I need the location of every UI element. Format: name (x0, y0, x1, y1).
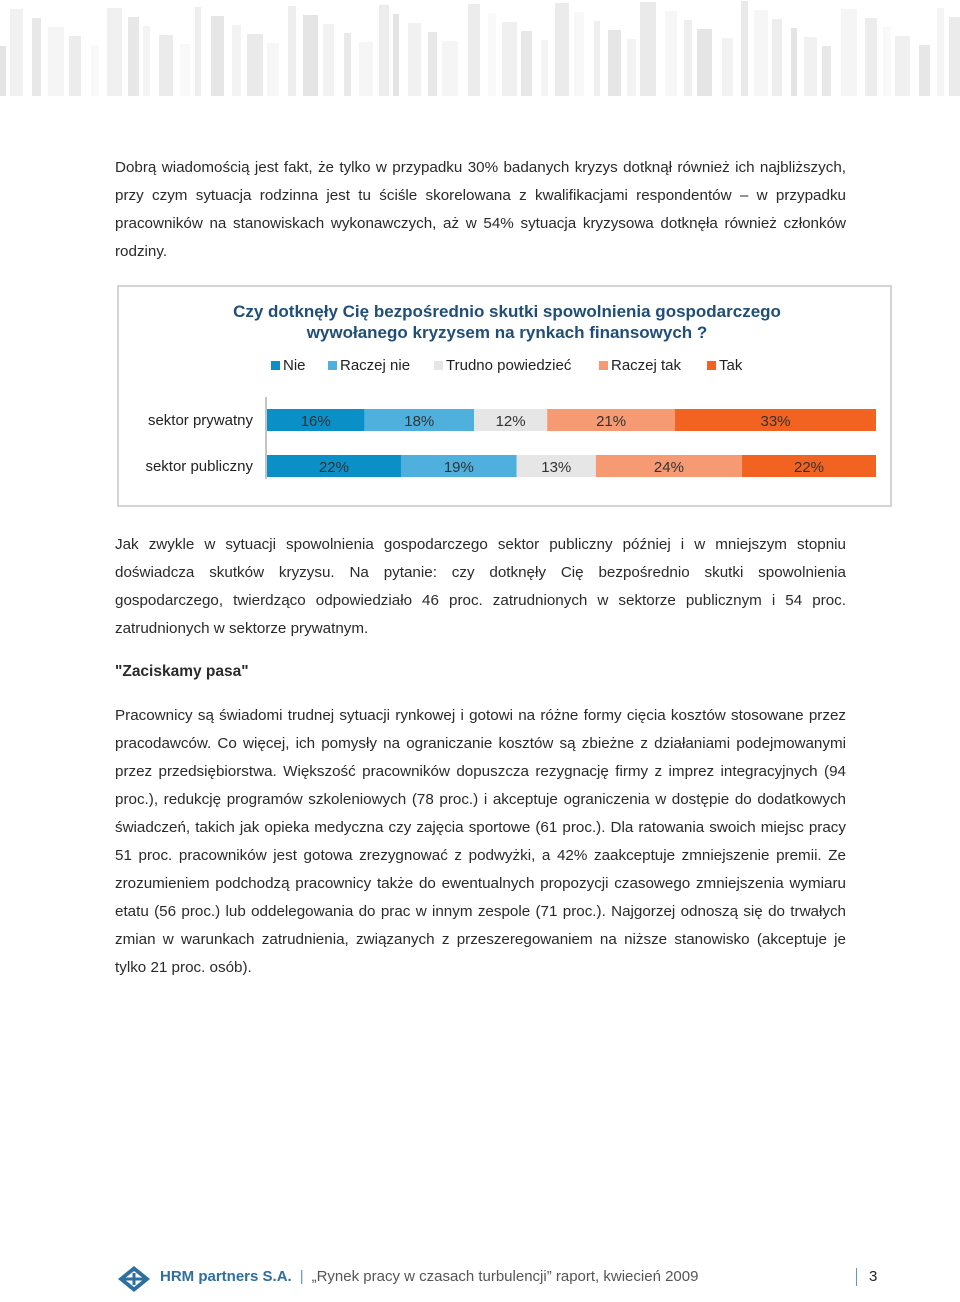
legend-label: Nie (283, 357, 306, 374)
company-name: HRM partners S.A. (160, 1268, 292, 1285)
intro-paragraph: Dobrą wiadomością jest fakt, że tylko w przypadku 30% badanych kryzys dotknął również ich najbliższych, przy czym sytuacja rodzinna jest tu ściśle skorelowana z kwalifikacjami respondentów – w przypadku pracowników na stanowiskach wykonawczych, aż w 54% sytuacja kryzysowa dotknęła również członków rodziny. (115, 159, 846, 260)
legend-label: Tak (719, 357, 743, 374)
bar-value-label: 24% (653, 459, 684, 476)
footer-separator: | (299, 1268, 304, 1285)
chart-title-line: wywołanego kryzysem na rynkach finansowych ? (306, 323, 708, 342)
bar-value-label: 22% (318, 459, 350, 476)
legend-swatch (328, 361, 337, 370)
legend-label: Raczej tak (611, 357, 682, 374)
page-footer (0, 1258, 960, 1298)
bar-value-label: 33% (760, 413, 791, 430)
bar-value-label: 16% (300, 413, 331, 430)
category-label: sektor prywatny (147, 412, 253, 429)
stacked-bar-chart (117, 285, 892, 507)
legend-swatch (707, 361, 716, 370)
legend-label: Raczej nie (340, 357, 411, 374)
bar-value-label: 18% (404, 413, 435, 430)
chart-title-line: Czy dotknęły Cię bezpośrednio skutki spowolnienia gospodarczego (233, 302, 781, 321)
legend-swatch (271, 361, 280, 370)
footer-text (160, 1268, 698, 1286)
page-number: 3 (856, 1268, 877, 1286)
bar-value-label: 22% (793, 459, 825, 476)
bar-value-label: 21% (596, 413, 627, 430)
chart-canvas (119, 287, 890, 505)
bar-value-label: 12% (495, 413, 526, 430)
legend-swatch (599, 361, 608, 370)
cost-cutting-paragraph: Pracownicy są świadomi trudnej sytuacji rynkowej i gotowi na różne formy cięcia kosztów stosowane przez pracodawców. Co więcej, ich pomysły na ograniczanie kosztów są zbieżne z działaniami podejmowanymi przez przedsiębiorstwa. Większość pracowników dopuszcza rezygnację firmy z imprez integracyjnych (94 proc.), redukcję programów szkoleniowych (78 proc.) i akceptuje ograniczenia w dostępie do dodatkowych świadczeń, takich jak opieka medyczna czy zajęcia sportowe (61 proc.). Dla ratowania swoich miejsc pracy 51 proc. pracowników jest gotowa zrezygnować z podwyżki, a 42% zaakceptuje zmniejszenie premii. Ze zrozumieniem podchodzą pracownicy także do ewentualnych propozycji czasowego zmniejszenia wymiaru etatu (56 proc.) lub oddelegowania do prac w innym zespole (71 proc.). Najgorzej odnoszą się do trwałych zmian w warunkach zatrudnienia, związanych z przeszeregowaniem na niższe stanowisko (akceptuje je tylko 21 proc. osób). (115, 707, 846, 976)
section-heading: "Zaciskamy pasa" (115, 663, 249, 680)
bar-value-label: 13% (541, 459, 572, 476)
decorative-header-bars (0, 0, 960, 96)
report-title: „Rynek pracy w czasach turbulencji” raport, kwiecień 2009 (311, 1268, 699, 1285)
bar-value-label: 19% (443, 459, 474, 476)
hrm-partners-logo-icon (116, 1264, 152, 1294)
public-sector-paragraph: Jak zwykle w sytuacji spowolnienia gospodarczego sektor publiczny później i w mniejszym stopniu doświadcza skutków kryzysu. Na pytanie: czy dotknęły Cię bezpośrednio skutki spowolnienia gospodarczego, twierdząco odpowiedziało 46 proc. zatrudnionych w sektorze publicznym i 54 proc. zatrudnionych w sektorze prywatnym. (115, 536, 846, 637)
legend-label: Trudno powiedzieć (446, 357, 572, 374)
legend-swatch (434, 361, 443, 370)
category-label: sektor publiczny (145, 458, 253, 475)
